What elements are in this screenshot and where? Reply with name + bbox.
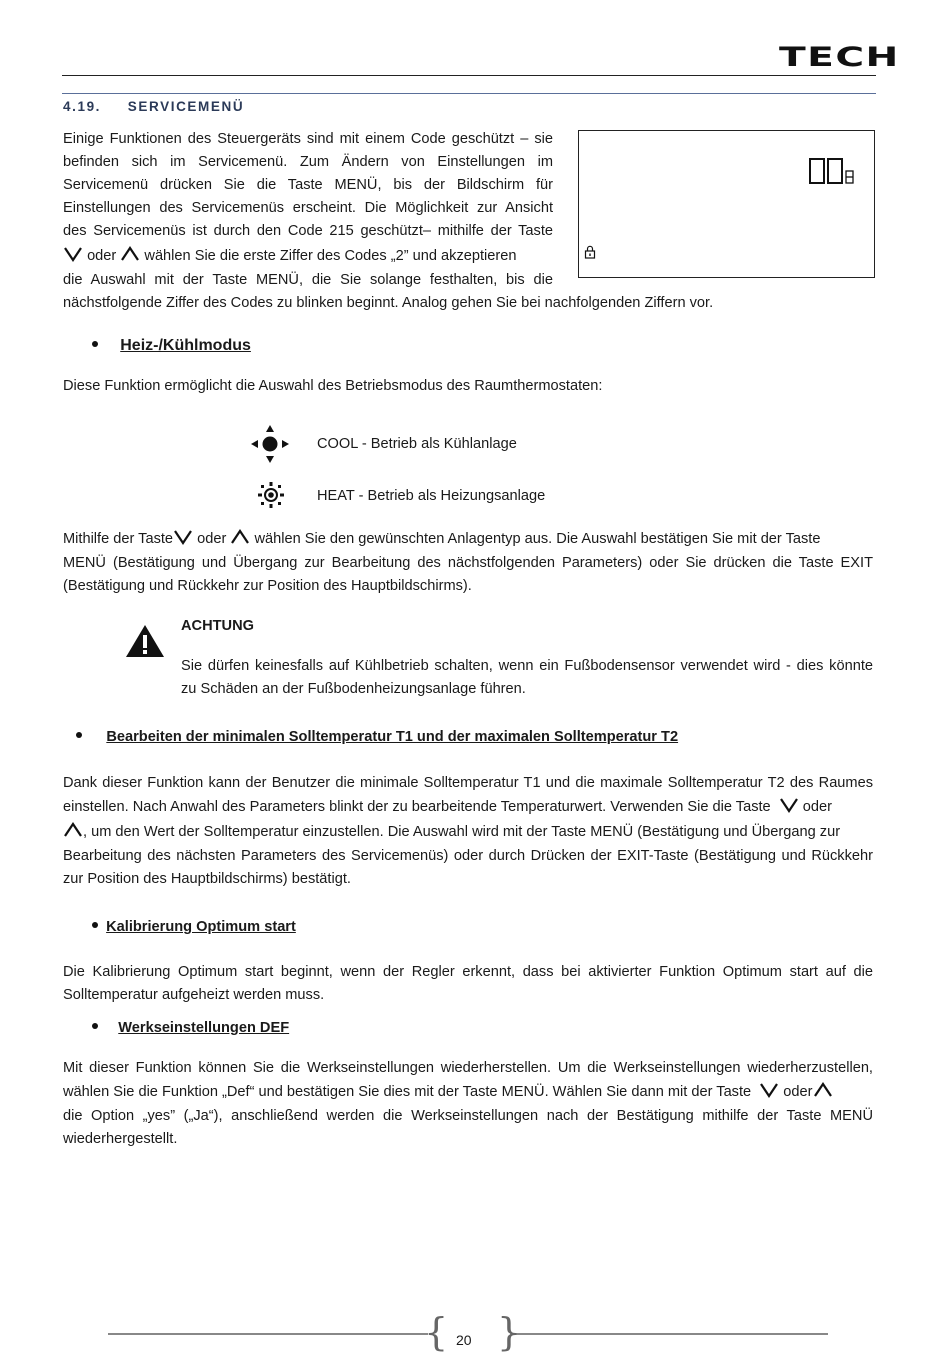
heat-cool-p1a: Mithilfe der Taste — [63, 531, 174, 547]
heat-cool-heading-row — [92, 334, 251, 357]
t1t2-heading-row — [76, 726, 678, 749]
intro-line-8: nächstfolgende Ziffer des Codes zu blinken beginnt. Analog gehen Sie bei nachfolgenden Ziffern vor. — [63, 295, 714, 311]
header-rule — [62, 75, 876, 76]
tech-logo: TECH — [779, 42, 900, 73]
lock-icon — [584, 245, 596, 259]
def-line-3: die Option „yes” („Ja“), anschließend werden die Werkseinstellungen nach der Bestätigung mithilfe der Taste MENÜ — [63, 1108, 873, 1124]
intro-oder: oder — [87, 248, 117, 264]
up-arrow-icon — [230, 529, 250, 545]
page-number: 20 — [456, 1332, 472, 1348]
lcd-display — [578, 130, 875, 278]
calib-heading: Kalibrierung Optimum start — [106, 919, 296, 935]
up-arrow-icon — [63, 822, 83, 838]
cool-mode-icon — [251, 425, 289, 463]
up-arrow-icon — [120, 246, 140, 262]
footer-rule-left — [108, 1333, 428, 1335]
intro-line-2: befinden sich im Servicemenü. Zum Ändern von Einstellungen im — [63, 154, 553, 170]
warning-line-1: Sie dürfen keinesfalls auf Kühlbetrieb schalten, wenn ein Fußbodensensor verwendet wird - dies könnte — [181, 658, 873, 674]
heat-cool-p3: (Bestätigung und Rückkehr zur Position des Hauptbildschirms). — [63, 578, 472, 594]
heat-label: HEAT - Betrieb als Heizungsanlage — [317, 488, 546, 504]
section-heading — [63, 99, 244, 114]
down-arrow-icon — [63, 246, 83, 262]
def-line-2a: wählen Sie die Funktion „Def“ und bestätigen Sie dies mit der Taste MENÜ. Wählen Sie dann mit der Taste — [63, 1084, 752, 1100]
def-heading-row — [92, 1017, 289, 1040]
intro-line-7: die Auswahl mit der Taste MENÜ, die Sie solange festhalten, bis die — [63, 272, 553, 288]
calib-line-1: Die Kalibrierung Optimum start beginnt, wenn der Regler erkennt, dass bei aktivierter Funktion Optimum start auf die — [63, 964, 873, 980]
heat-cool-heading: Heiz-/Kühlmodus — [120, 337, 251, 354]
calib-line-2: Solltemperatur aufgeheizt werden muss. — [63, 987, 325, 1003]
footer-bracket-left: { — [424, 1310, 449, 1354]
intro-line-5: des Servicemenüs ist durch den Code 215 geschützt– mithilfe der Taste — [63, 223, 553, 239]
down-arrow-icon — [779, 797, 799, 813]
footer-rule-right — [510, 1333, 828, 1335]
t1t2-line-4: Bearbeitung des nächsten Parameters des Servicemenüs) oder durch Drücken der EXIT-Taste (Bestätigung und Rückkehr — [63, 848, 873, 864]
t1t2-line-2a: einstellen. Nach Anwahl des Parameters blinkt der zu bearbeitende Temperaturwert. Verwenden Sie die Taste — [63, 799, 771, 815]
bullet-icon — [92, 341, 98, 347]
intro-line-6 — [63, 245, 553, 268]
t1t2-line-3 — [63, 821, 873, 844]
def-oder: oder — [783, 1084, 813, 1100]
warning-title: ACHTUNG — [181, 618, 254, 634]
t1t2-oder: oder — [802, 799, 833, 815]
intro-line-4: Einstellungen des Servicemenüs erscheint. Die Möglichkeit zur Ansicht — [63, 200, 553, 216]
section-number: 4.19. — [63, 99, 102, 114]
footer-bracket-right: } — [497, 1310, 522, 1354]
heat-mode-icon — [257, 481, 285, 509]
t1t2-line-5: zur Position des Hauptbildschirms) bestätigt. — [63, 871, 351, 887]
bullet-icon — [76, 732, 82, 738]
heat-cool-p1c: wählen Sie den gewünschten Anlagentyp aus. Die Auswahl bestätigen Sie mit der Taste — [254, 531, 821, 547]
down-arrow-icon — [173, 529, 193, 545]
intro-line-1: Einige Funktionen des Steuergeräts sind mit einem Code geschützt – sie — [63, 131, 553, 147]
heat-cool-p1b: oder — [197, 531, 227, 547]
heat-cool-desc: Diese Funktion ermöglicht die Auswahl des Betriebsmodus des Raumthermostaten: — [63, 378, 603, 394]
def-line-2 — [63, 1081, 873, 1104]
bullet-icon — [92, 1023, 98, 1029]
t1t2-line-1: Dank dieser Funktion kann der Benutzer die minimale Solltemperatur T1 und die maximale Solltemperatur T2 des Raumes — [63, 775, 873, 791]
lcd-digits — [809, 158, 857, 186]
t1t2-line-3-text: , um den Wert der Solltemperatur einzustellen. Die Auswahl wird mit der Taste MENÜ (Bestätigung und Übergang zur — [83, 824, 841, 840]
heat-cool-p1 — [63, 528, 873, 551]
warning-icon — [125, 624, 165, 658]
warning-line-2: zu Schäden an der Fußbodenheizungsanlage führen. — [181, 681, 526, 697]
t1t2-heading: Bearbeiten der minimalen Solltemperatur T1 und der maximalen Solltemperatur T2 — [106, 729, 679, 745]
intro-line-6-text: wählen Sie die erste Ziffer des Codes „2” und akzeptieren — [144, 248, 517, 264]
section-title: SERVICEMENÜ — [127, 99, 245, 114]
heat-cool-p2: MENÜ (Bestätigung und Übergang zur Bearbeitung des nächstfolgenden Parameters) oder Sie drücken die Taste EXIT — [63, 555, 873, 571]
up-arrow-icon — [813, 1082, 833, 1098]
down-arrow-icon — [759, 1082, 779, 1098]
cool-label: COOL - Betrieb als Kühlanlage — [317, 436, 517, 452]
calib-heading-row — [92, 916, 296, 939]
def-line-1: Mit dieser Funktion können Sie die Werkseinstellungen wiederherstellen. Um die Werkseinstellungen wiederherzustellen, — [63, 1060, 873, 1076]
section-rule — [62, 93, 876, 94]
t1t2-line-2 — [63, 796, 873, 819]
def-line-4: wiederhergestellt. — [63, 1131, 178, 1147]
bullet-icon — [92, 922, 98, 928]
def-heading: Werkseinstellungen DEF — [118, 1020, 290, 1036]
intro-line-3: Servicemenü drücken Sie die Taste MENÜ, bis der Bildschirm für — [63, 177, 553, 193]
